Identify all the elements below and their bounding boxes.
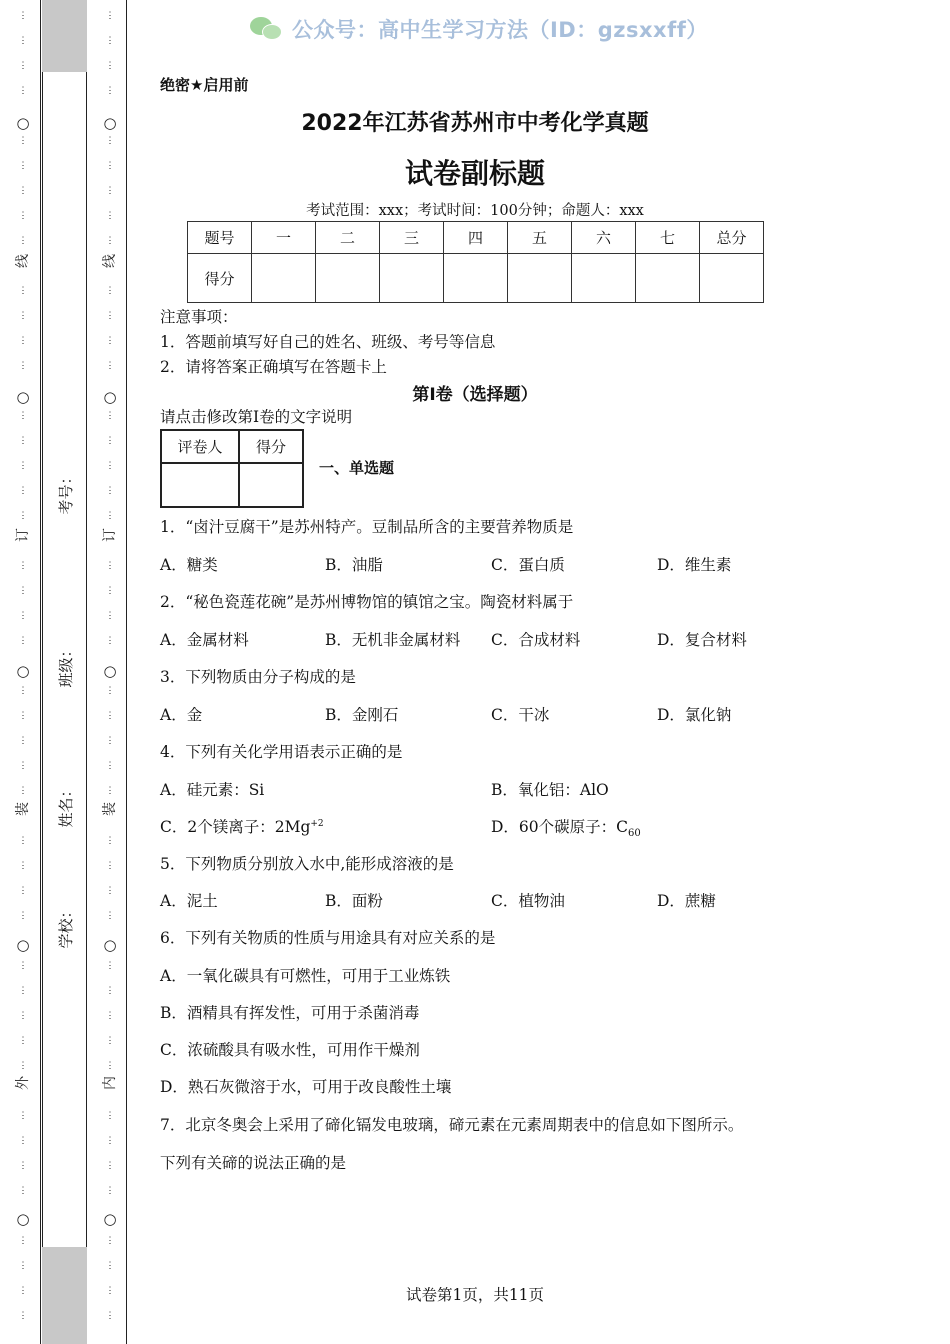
- question-stem: 4．下列有关化学用语表示正确的是: [160, 743, 403, 761]
- question-stem: 2．“秘色瓷莲花碗”是苏州博物馆的镇馆之宝。陶瓷材料属于: [160, 593, 574, 611]
- cut-dot: ⋮: [18, 486, 28, 496]
- secret-label: 绝密★启用前: [160, 76, 249, 94]
- cut-dot: ⋮: [18, 736, 28, 746]
- option[interactable]: A．金: [160, 706, 203, 724]
- margin-gray-band: [42, 1247, 87, 1344]
- cut-dot: ⋮: [105, 1286, 115, 1296]
- cut-dot: ⋮: [18, 586, 28, 596]
- cut-line-label: 线: [15, 254, 31, 268]
- cut-dot: ⋮: [18, 236, 28, 246]
- notice-title: 注意事项：: [160, 308, 238, 326]
- option[interactable]: A．糖类: [160, 556, 218, 574]
- score-cell[interactable]: [572, 254, 636, 303]
- cut-dot: ⋮: [18, 786, 28, 796]
- part-description: 请点击修改第I卷的文字说明: [160, 408, 353, 426]
- cut-dot: ⋮: [105, 61, 115, 71]
- cut-dot: ⋮: [105, 211, 115, 221]
- cut-line-label: 内: [102, 1076, 118, 1090]
- grader-table: [160, 429, 304, 508]
- binding-hole-ring: ○: [16, 936, 30, 954]
- binding-hole-ring: ○: [16, 114, 30, 132]
- name-label: 姓名：: [56, 782, 75, 828]
- option[interactable]: B．无机非金属材料: [325, 631, 461, 649]
- option[interactable]: B．氧化铝：AlO: [491, 781, 609, 799]
- question-stem-continued: 下列有关碲的说法正确的是: [160, 1154, 347, 1172]
- cut-dot: ⋮: [105, 586, 115, 596]
- option[interactable]: B．油脂: [325, 556, 383, 574]
- cut-dot: ⋮: [105, 1061, 115, 1071]
- cut-dot: ⋮: [105, 186, 115, 196]
- score-header-cell: 七: [636, 222, 700, 254]
- cut-dot: ⋮: [105, 436, 115, 446]
- watermark-header: [250, 12, 708, 46]
- cut-dot: ⋮: [105, 886, 115, 896]
- exam-number-field[interactable]: [52, 469, 78, 515]
- cut-dot: ⋮: [105, 286, 115, 296]
- question-stem: 7．北京冬奥会上采用了碲化镉发电玻璃，碲元素在元素周期表中的信息如下图所示。: [160, 1116, 744, 1134]
- page-footer: 试卷第1页，共11页: [405, 1286, 545, 1304]
- inner-cut-line: [103, 0, 117, 1344]
- cut-line-label: 线: [102, 254, 118, 268]
- cut-dot: ⋮: [18, 761, 28, 771]
- cut-dot: ⋮: [18, 1161, 28, 1171]
- cut-dot: ⋮: [18, 986, 28, 996]
- cut-dot: ⋮: [105, 911, 115, 921]
- option[interactable]: D．熟石灰微溶于水，可用于改良酸性土壤: [160, 1078, 452, 1096]
- charge-superscript: +2: [310, 818, 324, 829]
- cut-dot: ⋮: [18, 211, 28, 221]
- cut-line-label: 订: [15, 528, 31, 542]
- cut-dot: ⋮: [105, 986, 115, 996]
- cut-dot: ⋮: [105, 11, 115, 21]
- cut-dot: ⋮: [18, 1186, 28, 1196]
- cut-dot: ⋮: [105, 136, 115, 146]
- option-text: D．60个碳原子：C: [491, 818, 629, 836]
- cut-dot: ⋮: [18, 1036, 28, 1046]
- exam-number-label: 考号：: [56, 469, 75, 515]
- cut-dot: ⋮: [18, 86, 28, 96]
- cut-dot: ⋮: [18, 836, 28, 846]
- cut-dot: ⋮: [18, 1311, 28, 1321]
- cut-dot: ⋮: [105, 1261, 115, 1271]
- cut-dot: ⋮: [18, 1261, 28, 1271]
- cut-dot: ⋮: [105, 1161, 115, 1171]
- cut-dot: ⋮: [105, 1011, 115, 1021]
- cut-dot: ⋮: [18, 961, 28, 971]
- cut-dot: ⋮: [105, 1036, 115, 1046]
- option[interactable]: C．植物油: [491, 892, 565, 910]
- cut-dot: ⋮: [105, 336, 115, 346]
- cut-dot: ⋮: [105, 1111, 115, 1121]
- cut-dot: ⋮: [18, 336, 28, 346]
- option-row: [160, 553, 800, 573]
- option[interactable]: A．硅元素：Si: [160, 781, 265, 799]
- watermark-text: 公众号：高中生学习方法（ID：gzsxxff）: [292, 18, 708, 42]
- cut-dot: ⋮: [105, 686, 115, 696]
- option[interactable]: C．合成材料: [491, 631, 581, 649]
- cut-dot: ⋮: [105, 836, 115, 846]
- option[interactable]: D．蔗糖: [657, 892, 716, 910]
- option[interactable]: C．浓硫酸具有吸水性，可用作干燥剂: [160, 1041, 420, 1059]
- binding-hole-ring: ○: [103, 114, 117, 132]
- option[interactable]: D．复合材料: [657, 631, 747, 649]
- score-header-cell: 五: [508, 222, 572, 254]
- grader-header: 得分: [239, 430, 303, 463]
- grader-cell[interactable]: [161, 463, 239, 507]
- score-cell[interactable]: [700, 254, 764, 303]
- cut-line-label: 装: [102, 802, 118, 816]
- option-row: [160, 815, 800, 840]
- option[interactable]: A．一氧化碳具有可燃性，可用于工业炼铁: [160, 967, 451, 985]
- cut-dot: ⋮: [105, 611, 115, 621]
- cut-dot: ⋮: [105, 736, 115, 746]
- cut-line-label: 外: [15, 1076, 31, 1090]
- cut-dot: ⋮: [18, 161, 28, 171]
- option[interactable]: A．金属材料: [160, 631, 249, 649]
- cut-dot: ⋮: [18, 1236, 28, 1246]
- cut-dot: ⋮: [18, 511, 28, 521]
- class-field[interactable]: [52, 642, 78, 688]
- cut-dot: ⋮: [18, 436, 28, 446]
- binding-hole-ring: ○: [103, 662, 117, 680]
- margin-gray-band: [42, 0, 87, 72]
- cut-dot: ⋮: [105, 861, 115, 871]
- score-cell[interactable]: [508, 254, 572, 303]
- cut-dot: ⋮: [18, 411, 28, 421]
- wechat-icon: [250, 15, 284, 43]
- class-label: 班级：: [56, 642, 75, 688]
- score-header-cell: 一: [252, 222, 316, 254]
- cut-dot: ⋮: [105, 461, 115, 471]
- score-header-cell: 题号: [188, 222, 252, 254]
- page-title: 2022年江苏省苏州市中考化学真题: [301, 111, 649, 136]
- score-header-cell: 三: [380, 222, 444, 254]
- option-row: [160, 778, 800, 798]
- cut-dot: ⋮: [105, 761, 115, 771]
- cut-dot: ⋮: [105, 961, 115, 971]
- cut-dot: ⋮: [105, 636, 115, 646]
- part-title: 第I卷（选择题）: [412, 385, 538, 405]
- binding-hole-ring: ○: [16, 388, 30, 406]
- cut-dot: ⋮: [105, 1311, 115, 1321]
- cut-dot: ⋮: [105, 1186, 115, 1196]
- binding-hole-ring: ○: [103, 1210, 117, 1228]
- cut-dot: ⋮: [18, 311, 28, 321]
- cut-dot: ⋮: [105, 511, 115, 521]
- cut-dot: ⋮: [18, 861, 28, 871]
- option[interactable]: C．蛋白质: [491, 556, 565, 574]
- score-cell[interactable]: [252, 254, 316, 303]
- cut-dot: ⋮: [105, 236, 115, 246]
- cut-line-label: 装: [15, 802, 31, 816]
- cut-dot: ⋮: [18, 136, 28, 146]
- notice-item: 1．答题前填写好自己的姓名、班级、考号等信息: [160, 333, 496, 351]
- option[interactable]: A．泥土: [160, 892, 218, 910]
- option-row: [160, 889, 800, 909]
- score-cell[interactable]: [316, 254, 380, 303]
- section-heading: 一、单选题: [319, 459, 395, 477]
- cut-dot: ⋮: [105, 561, 115, 571]
- cut-dot: ⋮: [18, 1111, 28, 1121]
- question-stem: 3．下列物质由分子构成的是: [160, 668, 356, 686]
- question-stem: 5．下列物质分别放入水中,能形成溶液的是: [160, 855, 454, 873]
- binding-hole-ring: ○: [103, 936, 117, 954]
- question-stem: 1．“卤汁豆腐干”是苏州特产。豆制品所含的主要营养物质是: [160, 518, 574, 536]
- score-header-cell: 二: [316, 222, 380, 254]
- binding-hole-ring: ○: [16, 1210, 30, 1228]
- score-table: [187, 221, 764, 303]
- school-field[interactable]: [52, 903, 78, 949]
- grader-cell[interactable]: [239, 463, 303, 507]
- cut-dot: ⋮: [105, 1236, 115, 1246]
- cut-dot: ⋮: [18, 361, 28, 371]
- cut-dot: ⋮: [105, 311, 115, 321]
- score-cell[interactable]: [444, 254, 508, 303]
- option[interactable]: B．酒精具有挥发性，可用于杀菌消毒: [160, 1004, 420, 1022]
- score-header-cell: 六: [572, 222, 636, 254]
- grader-header: 评卷人: [161, 430, 239, 463]
- cut-dot: ⋮: [105, 1136, 115, 1146]
- question-stem: 6．下列有关物质的性质与用途具有对应关系的是: [160, 929, 496, 947]
- cut-dot: ⋮: [18, 686, 28, 696]
- notice-item: 2．请将答案正确填写在答题卡上: [160, 358, 387, 376]
- cut-dot: ⋮: [18, 711, 28, 721]
- score-row-label: 得分: [188, 254, 252, 303]
- score-cell[interactable]: [636, 254, 700, 303]
- score-cell[interactable]: [380, 254, 444, 303]
- cut-dot: ⋮: [18, 61, 28, 71]
- cut-dot: ⋮: [105, 86, 115, 96]
- cut-dot: ⋮: [18, 1136, 28, 1146]
- option[interactable]: [160, 815, 324, 837]
- cut-dot: ⋮: [18, 461, 28, 471]
- cut-dot: ⋮: [18, 561, 28, 571]
- cut-dot: ⋮: [18, 11, 28, 21]
- cut-dot: ⋮: [105, 36, 115, 46]
- score-header-cell: 总分: [700, 222, 764, 254]
- school-label: 学校：: [56, 903, 75, 949]
- binding-margin: [0, 0, 130, 1344]
- exam-info: 考试范围：xxx；考试时间：100分钟；命题人：xxx: [306, 203, 644, 219]
- cut-dot: ⋮: [18, 886, 28, 896]
- option[interactable]: D．氯化钠: [657, 706, 732, 724]
- option-row: [160, 628, 800, 648]
- option[interactable]: [491, 815, 641, 839]
- cut-dot: ⋮: [18, 186, 28, 196]
- cut-dot: ⋮: [105, 711, 115, 721]
- outer-cut-line: [16, 0, 30, 1344]
- option-row: [160, 703, 800, 723]
- option[interactable]: D．维生素: [657, 556, 732, 574]
- score-header-cell: 四: [444, 222, 508, 254]
- margin-border-line: [40, 0, 41, 1344]
- name-field[interactable]: [52, 782, 78, 828]
- cut-dot: ⋮: [18, 911, 28, 921]
- cut-line-label: 订: [102, 528, 118, 542]
- cut-dot: ⋮: [18, 1011, 28, 1021]
- option[interactable]: B．金刚石: [325, 706, 399, 724]
- cut-dot: ⋮: [105, 161, 115, 171]
- cut-dot: ⋮: [18, 1286, 28, 1296]
- margin-border-line: [126, 0, 127, 1344]
- atom-subscript: 60: [628, 828, 641, 840]
- cut-dot: ⋮: [105, 361, 115, 371]
- cut-dot: ⋮: [18, 36, 28, 46]
- cut-dot: ⋮: [18, 1061, 28, 1071]
- cut-dot: ⋮: [18, 611, 28, 621]
- cut-dot: ⋮: [18, 286, 28, 296]
- binding-hole-ring: ○: [103, 388, 117, 406]
- cut-dot: ⋮: [105, 786, 115, 796]
- page-subtitle: 试卷副标题: [404, 157, 545, 190]
- binding-hole-ring: ○: [16, 662, 30, 680]
- cut-dot: ⋮: [105, 486, 115, 496]
- option-text: C．2个镁离子：2Mg: [160, 818, 311, 836]
- cut-dot: ⋮: [105, 411, 115, 421]
- option[interactable]: B．面粉: [325, 892, 383, 910]
- cut-dot: ⋮: [18, 636, 28, 646]
- option[interactable]: C．干冰: [491, 706, 550, 724]
